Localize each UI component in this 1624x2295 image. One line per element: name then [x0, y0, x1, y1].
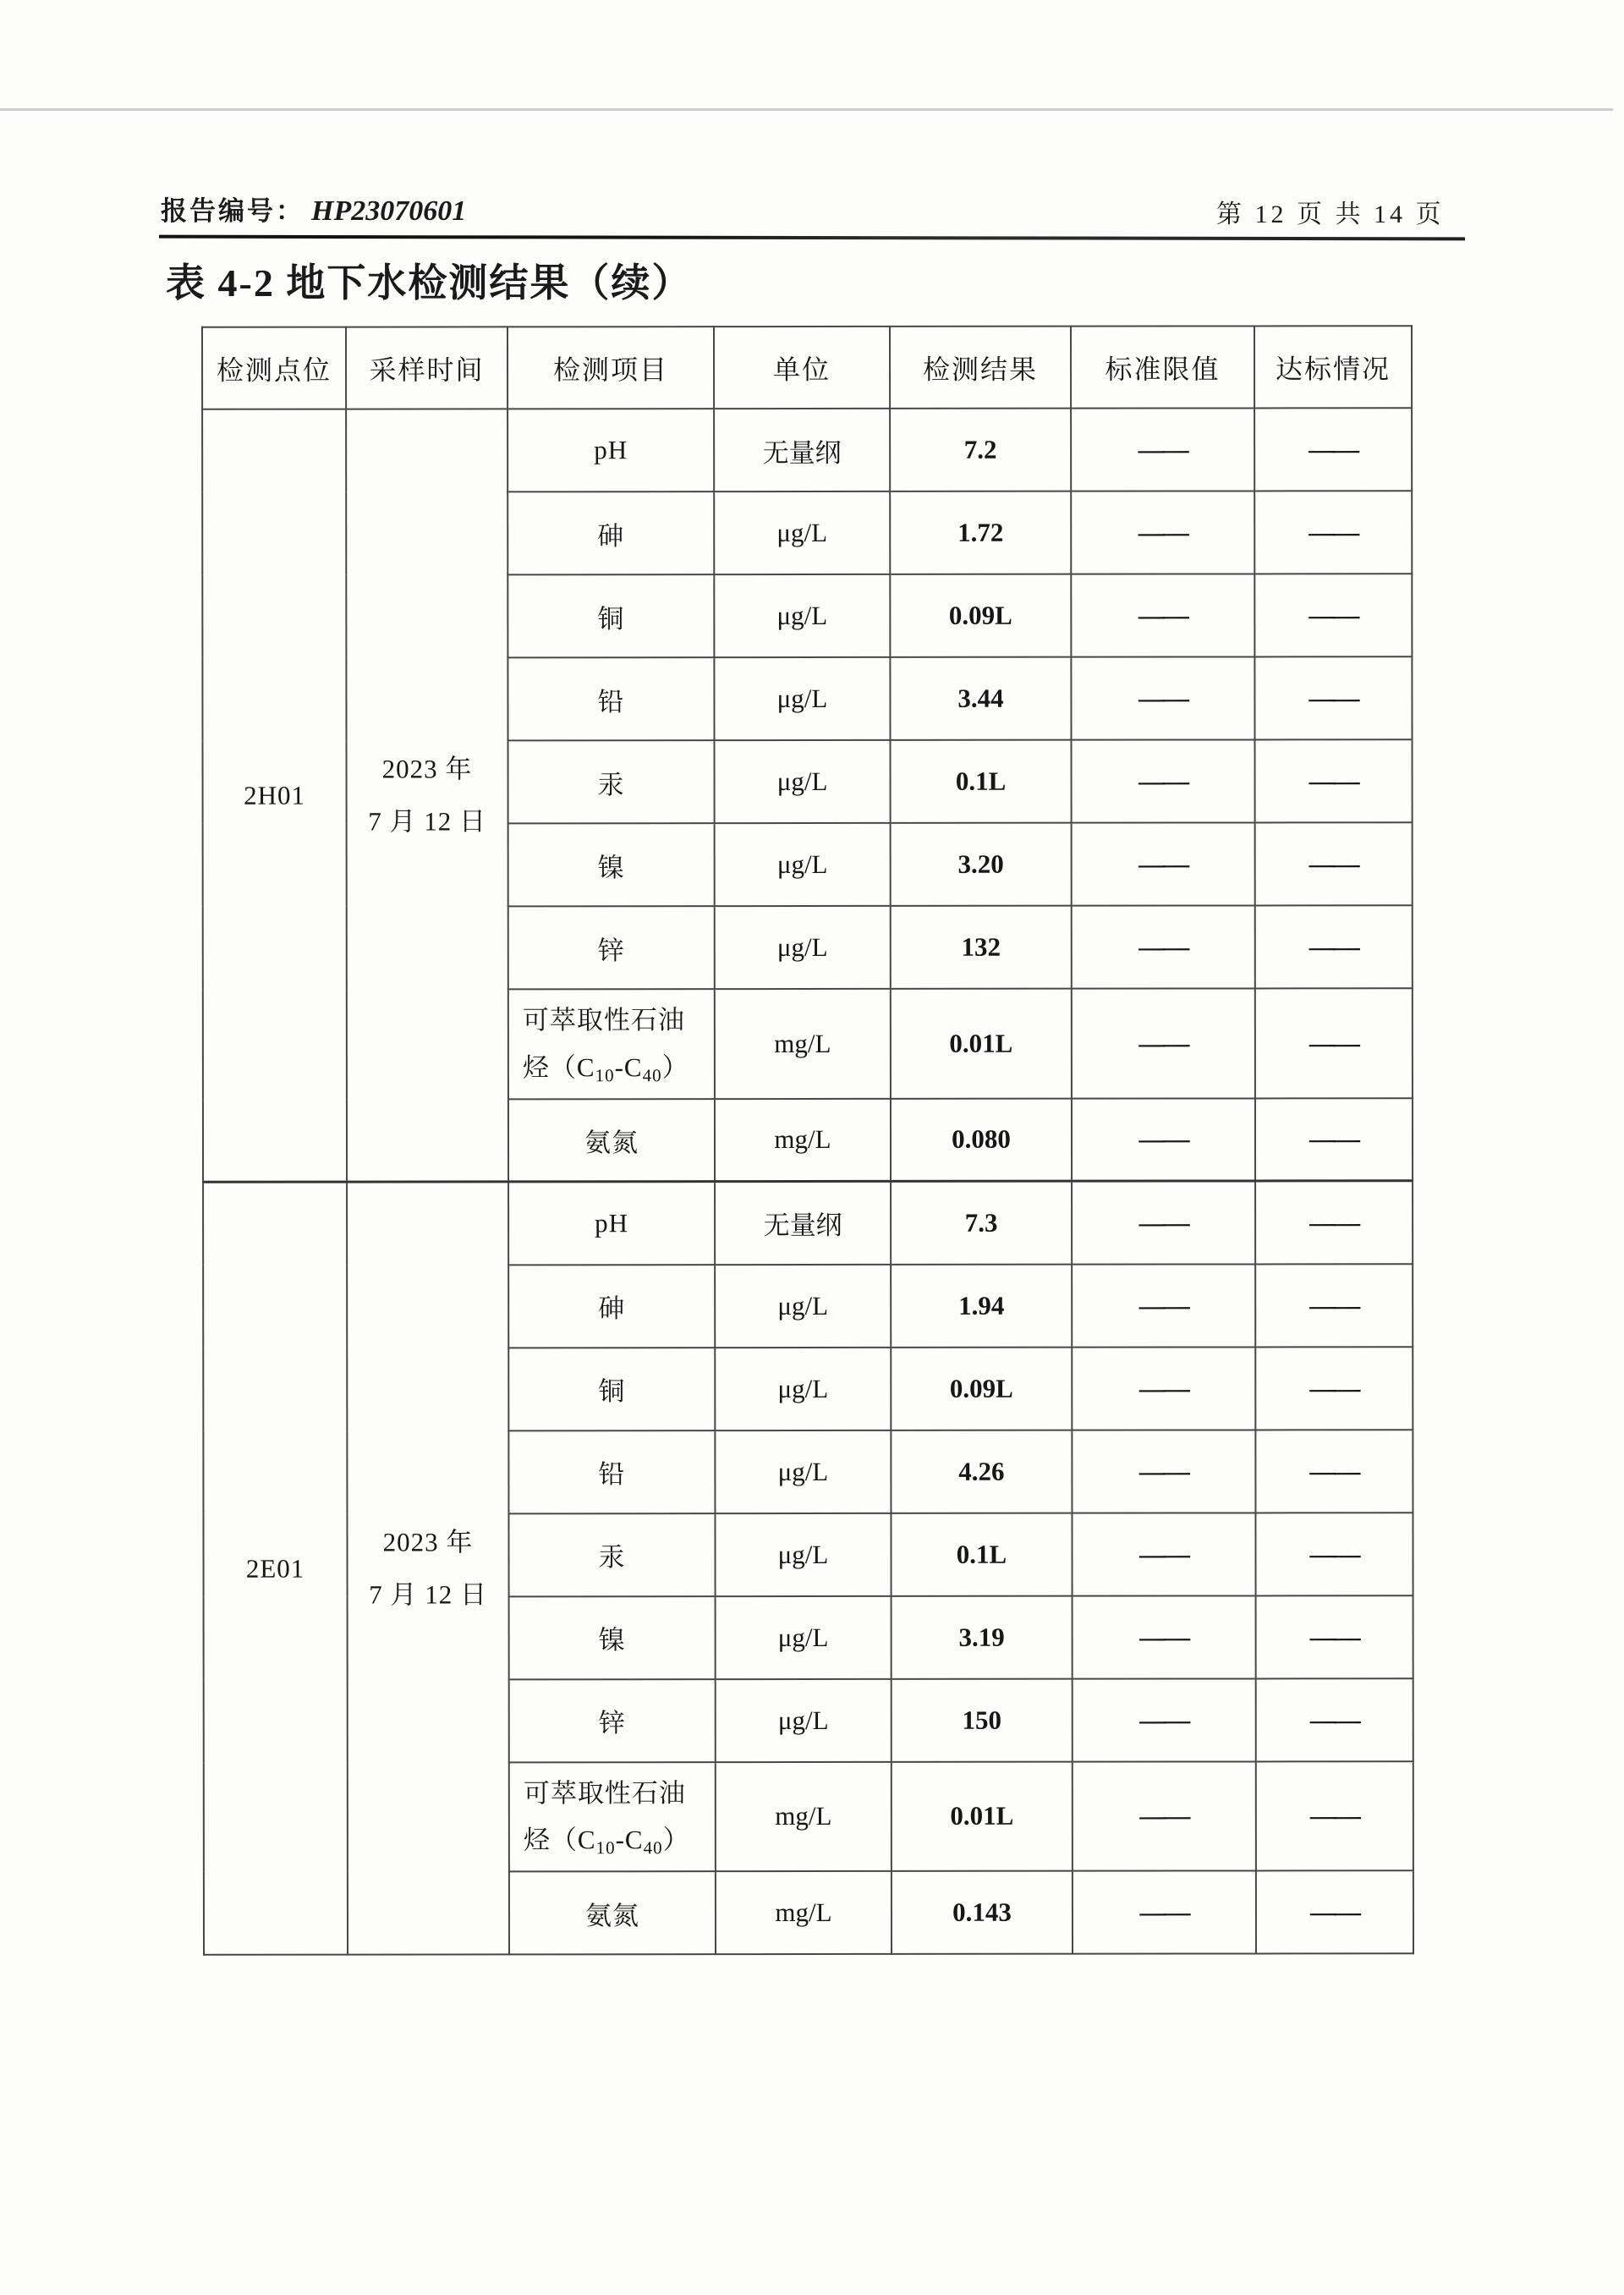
unit-cell: μg/L: [714, 657, 890, 740]
groundwater-results-table: [201, 325, 1414, 1956]
test-item-cell: pH: [508, 409, 714, 491]
table-row: [202, 408, 1412, 491]
compliance-cell: ——: [1256, 1870, 1413, 1953]
unit-cell: mg/L: [715, 1098, 891, 1181]
unit-cell: μg/L: [716, 1595, 892, 1678]
result-cell: 7.3: [891, 1181, 1072, 1264]
result-cell: 0.09L: [890, 574, 1071, 657]
standard-limit-cell: ——: [1072, 1264, 1255, 1347]
unit-cell: μg/L: [715, 740, 891, 823]
compliance-cell: ——: [1256, 1595, 1413, 1678]
compliance-cell: ——: [1254, 656, 1412, 739]
result-cell: 1.72: [890, 491, 1071, 574]
unit-cell: μg/L: [715, 1347, 891, 1430]
result-cell: 150: [892, 1678, 1073, 1761]
table-title: 表 4-2 地下水检测结果（续）: [166, 261, 693, 305]
result-cell: 0.1L: [891, 740, 1072, 823]
standard-limit-cell: ——: [1071, 408, 1254, 491]
test-item-cell: 可萃取性石油 烃$(C_{10}-C_{40})$: [508, 989, 715, 1099]
column-header-limit: 标准限值: [1071, 326, 1254, 408]
column-header-result: 检测结果: [890, 327, 1071, 409]
column-header-unit: 单位: [714, 327, 890, 409]
table-header-row: [202, 326, 1412, 409]
standard-limit-cell: ——: [1071, 491, 1254, 574]
standard-limit-cell: ——: [1072, 1181, 1255, 1264]
compliance-cell: ——: [1255, 1264, 1413, 1347]
unit-cell: 无量纲: [715, 1181, 891, 1264]
test-item-cell: 锌: [509, 1679, 716, 1762]
test-item-cell: 锌: [508, 906, 715, 989]
unit-cell: μg/L: [714, 491, 890, 574]
compliance-cell: ——: [1255, 822, 1413, 905]
compliance-cell: ——: [1255, 905, 1413, 988]
result-cell: 0.080: [891, 1098, 1072, 1181]
standard-limit-cell: ——: [1072, 739, 1255, 822]
test-item-cell: 砷: [508, 491, 714, 574]
header-underline: [159, 235, 1465, 241]
unit-cell: 无量纲: [714, 409, 890, 491]
unit-cell: mg/L: [715, 989, 891, 1099]
sampling-date-cell: 2023 年 7 月 12 日: [347, 1182, 509, 1955]
compliance-cell: ——: [1256, 1761, 1413, 1871]
compliance-cell: ——: [1254, 408, 1412, 491]
result-cell: 0.1L: [891, 1513, 1072, 1595]
compliance-cell: ——: [1255, 1098, 1413, 1181]
standard-limit-cell: ——: [1073, 1595, 1256, 1678]
result-cell: 3.20: [891, 823, 1072, 906]
standard-limit-cell: ——: [1072, 1098, 1255, 1181]
test-item-cell: 汞: [508, 1513, 715, 1596]
test-item-cell: 铜: [508, 574, 714, 657]
scan-artifact-line: [0, 108, 1613, 111]
unit-cell: μg/L: [714, 574, 890, 657]
compliance-cell: ——: [1255, 1181, 1413, 1264]
result-cell: 1.94: [891, 1264, 1072, 1347]
result-cell: 0.01L: [892, 1761, 1073, 1871]
table-row: [203, 1181, 1413, 1265]
standard-limit-cell: ——: [1072, 822, 1255, 905]
standard-limit-cell: ——: [1073, 1678, 1256, 1761]
unit-cell: μg/L: [715, 1264, 891, 1347]
compliance-cell: ——: [1255, 988, 1413, 1098]
result-cell: 0.09L: [891, 1347, 1072, 1430]
unit-cell: μg/L: [715, 1430, 891, 1513]
standard-limit-cell: ——: [1072, 1430, 1255, 1513]
report-number-label: 报告编号：: [161, 196, 304, 226]
compliance-cell: ——: [1255, 1513, 1413, 1595]
result-cell: 7.2: [890, 409, 1071, 491]
unit-cell: μg/L: [715, 823, 891, 906]
result-cell: 0.01L: [891, 989, 1072, 1099]
compliance-cell: ——: [1254, 491, 1412, 574]
unit-cell: μg/L: [715, 906, 891, 989]
column-header-date: 采样时间: [346, 327, 508, 409]
result-cell: 3.19: [892, 1595, 1073, 1678]
test-item-cell: 镍: [509, 1596, 716, 1679]
compliance-cell: ——: [1255, 1430, 1413, 1513]
unit-cell: mg/L: [716, 1871, 892, 1954]
compliance-cell: ——: [1255, 1347, 1413, 1430]
monitoring-point-cell: 2E01: [203, 1182, 348, 1955]
standard-limit-cell: ——: [1071, 574, 1254, 656]
compliance-cell: ——: [1255, 739, 1413, 822]
test-item-cell: 铅: [508, 1430, 715, 1513]
standard-limit-cell: ——: [1073, 1871, 1256, 1954]
result-cell: 132: [891, 906, 1072, 989]
standard-limit-cell: ——: [1072, 1347, 1255, 1430]
test-item-cell: 氨氮: [509, 1871, 716, 1954]
monitoring-point-cell: 2H01: [202, 409, 347, 1183]
test-item-cell: 氨氮: [508, 1099, 715, 1182]
test-item-cell: 铅: [508, 657, 714, 740]
column-header-point: 检测点位: [202, 327, 346, 409]
sampling-date-cell: 2023 年 7 月 12 日: [346, 409, 508, 1182]
standard-limit-cell: ——: [1072, 905, 1255, 988]
test-item-cell: 砷: [508, 1265, 715, 1348]
test-item-cell: 镍: [508, 823, 715, 906]
compliance-cell: ——: [1256, 1678, 1413, 1761]
result-cell: 3.44: [890, 657, 1071, 740]
result-cell: 0.143: [892, 1871, 1073, 1954]
test-item-cell: pH: [508, 1182, 715, 1265]
unit-cell: μg/L: [716, 1678, 892, 1761]
unit-cell: mg/L: [716, 1761, 892, 1871]
column-header-item: 检测项目: [508, 327, 714, 409]
unit-cell: μg/L: [715, 1513, 891, 1595]
report-number: [161, 189, 466, 228]
standard-limit-cell: ——: [1073, 1761, 1256, 1871]
test-item-cell: 汞: [508, 740, 715, 823]
column-header-status: 达标情况: [1254, 326, 1412, 408]
test-item-cell: 铜: [508, 1348, 715, 1430]
page-indicator: 第 12 页 共 14 页: [1216, 200, 1445, 228]
standard-limit-cell: ——: [1072, 988, 1255, 1098]
report-number-value: HP23070601: [311, 195, 467, 227]
standard-limit-cell: ——: [1072, 1513, 1255, 1595]
compliance-cell: ——: [1254, 574, 1412, 656]
test-item-cell: 可萃取性石油 烃$(C_{10}-C_{40})$: [509, 1762, 716, 1872]
result-cell: 4.26: [891, 1430, 1072, 1513]
standard-limit-cell: ——: [1071, 656, 1254, 739]
